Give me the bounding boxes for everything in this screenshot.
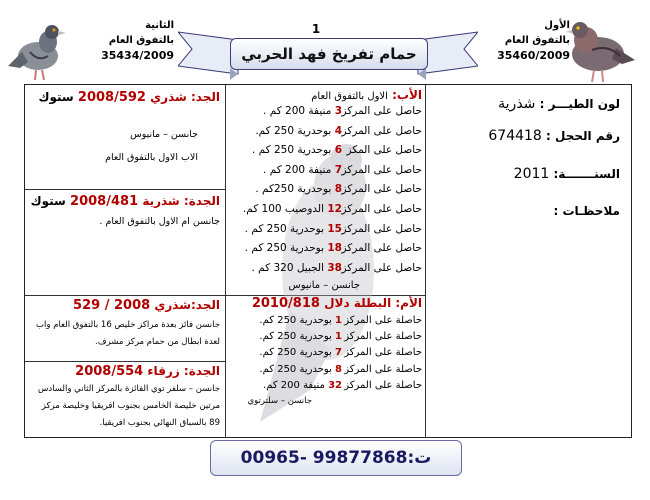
grand1-line-2: الاب الاول بالتفوق العام [105, 152, 198, 163]
grand3-line-1: جانسن فائز بعدة مراكز خليص 16 بالتفوق العام واب [36, 320, 220, 330]
grand4-line-2: مرتين خليصة الخامس بجنوب افريقيا وخليصة مركز [41, 401, 220, 411]
father-race-row [226, 122, 422, 142]
year-row [514, 166, 620, 182]
grand3-title-number: 2008 / 529 [73, 298, 151, 313]
mother-section [226, 296, 422, 408]
second-place-title: الثانية [145, 20, 174, 31]
race-result-text: بوحدرية 250كم . [255, 183, 332, 196]
grand1-section [30, 90, 220, 165]
race-place-number: 1 [335, 331, 342, 343]
title-ribbon [178, 30, 478, 85]
grand3-title-label: الجد:شذري [154, 298, 220, 312]
race-condition: حاصل على المركز [341, 202, 422, 215]
race-condition: حاصل على المركز [341, 124, 422, 137]
phone-number: ت:99877868 -00965 [240, 448, 432, 468]
grand3-line-2: لعدة ابطال من حمام مركز مشرف. [95, 337, 220, 347]
race-result-text: الدوصيب 100 كم. [242, 202, 325, 215]
race-result [259, 313, 342, 329]
grand1-title [30, 90, 220, 105]
first-place-title: الأول [544, 20, 570, 31]
color-row [498, 96, 620, 112]
father-race-row [226, 141, 422, 161]
grand2-section [30, 194, 220, 230]
race-condition: حاصل على المركز [341, 105, 422, 117]
race-result-text: بوحدرية 250 كم. [259, 331, 332, 343]
color-value: شذرية [498, 96, 536, 112]
second-place-block [64, 18, 174, 63]
race-place-number: 18 [327, 242, 342, 255]
race-condition: حاصل على المركز [341, 242, 422, 255]
divider-grand-1 [25, 189, 225, 190]
grand2-line-1: جانسن ام الاول بالتفوق العام . [99, 216, 220, 227]
ring-row [488, 128, 620, 144]
grand2-title-number: 2008/481 [70, 194, 139, 209]
race-result-text: بوحدرية 250 كم. [259, 347, 332, 359]
father-title [226, 88, 422, 102]
first-place-subtitle: بالتفوق العام [504, 35, 570, 46]
race-place-number: 3 [334, 105, 342, 117]
race-result-text: بوحدرية 250 كم . [244, 242, 325, 255]
grand4-section [30, 364, 220, 432]
grand2-title [30, 194, 220, 209]
race-result-text: الجبيل 320 كم . [251, 261, 325, 274]
race-result [263, 161, 342, 181]
grand4-title [30, 364, 220, 379]
race-result-text: بوحدرية 250 كم. [255, 124, 332, 137]
mother-title-number: 2010/818 [251, 296, 320, 311]
race-place-number: 7 [334, 163, 342, 176]
race-result-text: بوحدرية 250 كم. [259, 363, 332, 375]
grand1-title-label: الجد: شذري [150, 90, 220, 104]
race-condition: حاصلة على المركز [344, 315, 422, 326]
grand1-title-text: ستوك [38, 90, 74, 104]
year-label: السنـــــــة: [553, 167, 620, 181]
mother-footer: جانسن – سلترتوي [247, 395, 312, 406]
banner-title: حمام تفريخ فهد الحربي [230, 38, 428, 70]
divider-grand-2 [25, 295, 225, 296]
page-number: 1 [311, 22, 321, 36]
grand2-title-label: الجدة: شذرية [142, 194, 220, 208]
mother-race-row [226, 329, 422, 345]
second-place-number: 35434/2009 [101, 49, 174, 62]
father-race-row [226, 161, 422, 181]
mother-race-row [226, 378, 422, 394]
race-result [259, 329, 342, 345]
race-result-text: منيفة 200 كم. [263, 379, 325, 391]
grand1-title-number: 2008/592 [77, 90, 146, 105]
race-condition: حاصل على المركز [341, 222, 422, 235]
mother-title-label: الأم: البطلة دلال [324, 296, 422, 310]
race-condition: حاصل على المكز [346, 144, 422, 157]
race-place-number: 4 [334, 124, 342, 137]
grand4-title-number: 2008/554 [75, 364, 144, 379]
race-result [263, 378, 342, 394]
race-condition: حاصلة على المركز [344, 379, 422, 391]
first-place-number: 35460/2009 [497, 49, 570, 62]
father-footer: جانسن – مانيوس [288, 280, 360, 292]
race-condition: حاصل على المركز [341, 183, 422, 196]
father-race-list [226, 102, 422, 278]
race-condition: حاصلة على المركز [344, 363, 422, 375]
race-result-text: بوحدرية 250 كم . [244, 222, 325, 235]
father-race-row [226, 239, 422, 259]
father-section [226, 88, 422, 294]
race-place-number: 6 [334, 144, 342, 157]
race-place-number: 1 [335, 315, 342, 326]
mother-race-row [226, 313, 422, 329]
race-condition: حاصل على المركز [341, 261, 422, 274]
father-race-row [226, 180, 422, 200]
race-result-text: منيفة 200 كم . [263, 163, 332, 176]
race-place-number: 8 [335, 363, 342, 375]
grand3-title [30, 298, 220, 313]
race-result [243, 200, 342, 220]
divider-right [425, 85, 426, 437]
second-place-subtitle: بالتفوق العام [108, 35, 174, 46]
race-condition: حاصلة على المركز [344, 331, 422, 343]
race-condition: حاصل على المركز [341, 163, 422, 176]
divider-grand-3 [25, 361, 225, 362]
race-result [255, 180, 342, 200]
father-race-row [226, 102, 422, 122]
race-result [245, 239, 342, 259]
grand4-line-3: 89 بالسباق النهائي بجنوب افريقيا. [99, 418, 220, 428]
race-place-number: 12 [327, 202, 342, 215]
race-result [263, 102, 342, 122]
race-place-number: 38 [327, 261, 342, 274]
mother-race-list [226, 313, 422, 394]
race-place-number: 15 [327, 222, 342, 235]
race-result [245, 220, 342, 240]
grand4-line-1: جانسن – سلفر توي الفائزة بالمركز الثاني والسادس [38, 384, 220, 394]
year-value: 2011 [513, 166, 550, 182]
ring-value: 674418 [488, 128, 542, 144]
mother-race-row [226, 362, 422, 378]
race-result-text: بوحدرية 250 كم. [259, 315, 332, 326]
notes-label: ملاحظـات : [553, 204, 620, 218]
race-result [252, 141, 342, 161]
race-place-number: 7 [335, 347, 342, 359]
color-label: لون الطيـــر : [539, 97, 620, 111]
grand4-title-label: الجدة: زرقاء [147, 364, 220, 378]
race-result-text: بوحدرية 250 كم . [251, 144, 332, 157]
race-result-text: منيفة 200 كم . [263, 105, 332, 117]
mother-race-row [226, 345, 422, 361]
pigeon-left-image [8, 18, 70, 82]
ring-label: رقم الحجل : [546, 129, 620, 143]
race-place-number: 32 [328, 379, 342, 391]
father-race-row [226, 259, 422, 279]
race-result [259, 362, 342, 378]
notes-row [553, 204, 620, 218]
race-place-number: 8 [334, 183, 342, 196]
father-title-text: الاول بالتفوق العام [311, 91, 388, 102]
grand3-section [30, 298, 220, 351]
father-race-row [226, 200, 422, 220]
race-result [255, 122, 342, 142]
father-race-row [226, 220, 422, 240]
race-condition: حاصلة على المركز [344, 347, 422, 359]
race-result [251, 259, 342, 279]
first-place-block [490, 18, 570, 63]
race-result [259, 345, 342, 361]
grand2-title-text: ستوك [30, 194, 66, 208]
father-title-label: الأب: [392, 88, 422, 102]
grand1-line-1: جانسن – مانيوس [130, 129, 198, 140]
phone-box [210, 440, 462, 476]
mother-title [226, 296, 422, 311]
